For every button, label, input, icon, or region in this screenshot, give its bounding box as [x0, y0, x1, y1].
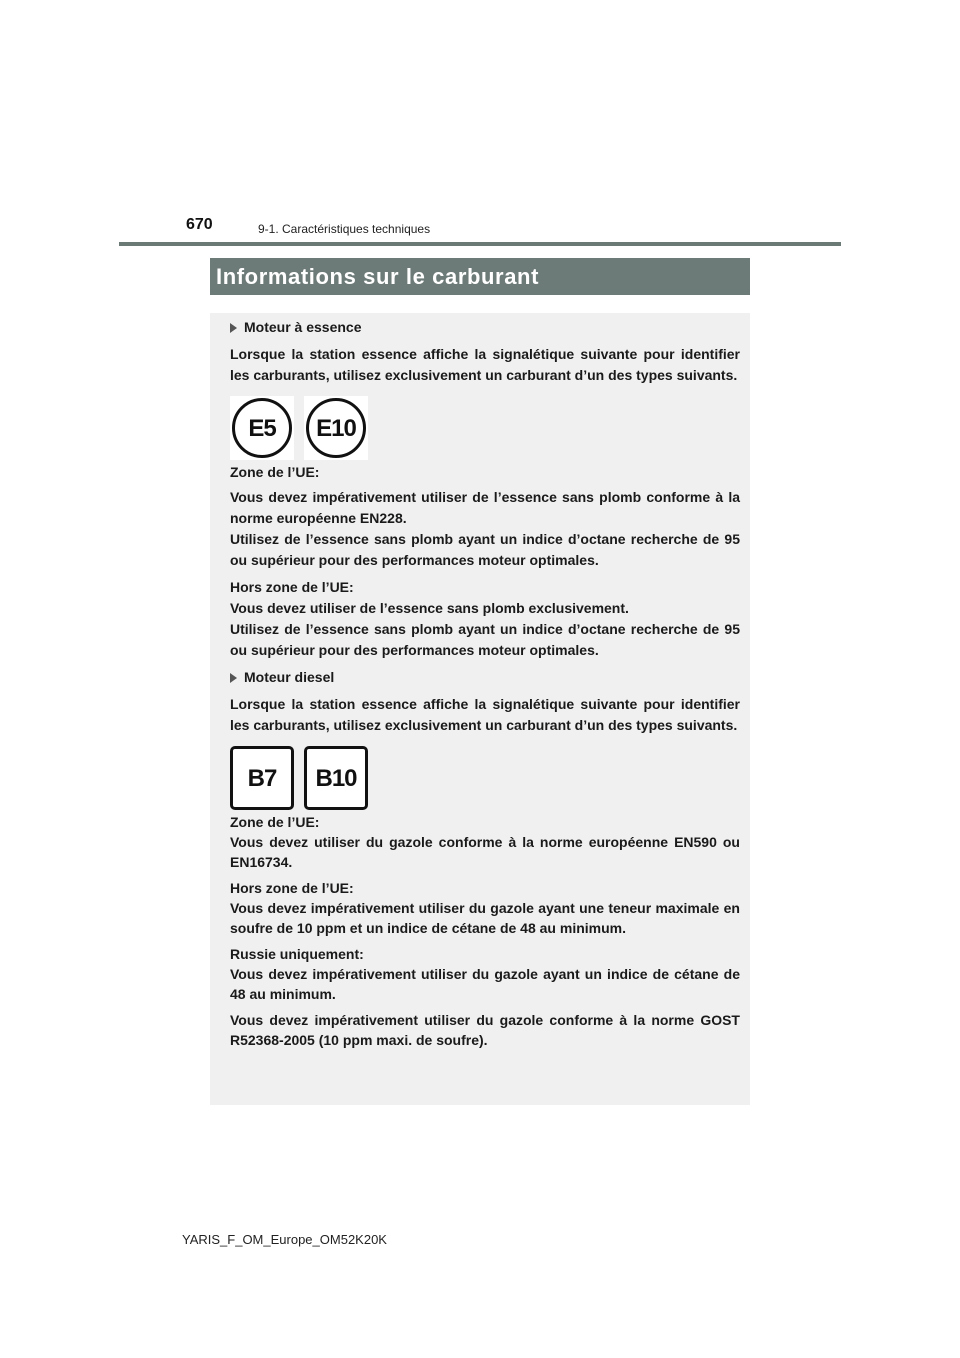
diesel-subhead: [230, 667, 740, 688]
diesel-fuel-labels: [230, 746, 740, 810]
petrol-eu-text-1: Vous devez impérativement utiliser de l’essence sans plomb conforme à la norme européenne EN228.: [230, 489, 740, 526]
chapter-title: 9-1. Caractéristiques techniques: [258, 222, 431, 236]
content-box: [210, 313, 750, 1105]
petrol-eu-heading: Zone de l’UE:: [230, 464, 320, 480]
diesel-intro: Lorsque la station essence affiche la signalétique suivante pour identifier les carburants, utilisez exclusivement un carburant d’un des types suivants.: [230, 696, 740, 733]
header-rule: [119, 242, 841, 246]
petrol-non-eu-text-2: Utilisez de l’essence sans plomb ayant un indice d’octane recherche de 95 ou supérieur pour des performances moteur optimales.: [230, 621, 740, 658]
document-code: YARIS_F_OM_Europe_OM52K20K: [182, 1232, 387, 1247]
diesel-gost-text: Vous devez impérativement utiliser du gazole conforme à la norme GOST R52368-2005 (10 ppm maxi. de soufre).: [230, 1012, 740, 1048]
diesel-non-eu-heading: Hors zone de l’UE:: [230, 880, 354, 896]
petrol-fuel-labels: [230, 396, 740, 460]
fuel-label-b10-icon: B10: [304, 746, 368, 810]
petrol-subhead: [230, 317, 740, 338]
diesel-russia-heading: Russie uniquement:: [230, 946, 364, 962]
triangle-bullet-icon: [230, 323, 237, 333]
petrol-non-eu-text-1: Vous devez utiliser de l’essence sans plomb exclusivement.: [230, 600, 629, 616]
fuel-label-e5-icon: [230, 396, 294, 460]
petrol-eu-text-2: Utilisez de l’essence sans plomb ayant un indice d’octane recherche de 95 ou supérieur pour des performances moteur optimales.: [230, 531, 740, 568]
diesel-non-eu-text: Vous devez impérativement utiliser du gazole ayant une teneur maximale en soufre de 10 ppm et un indice de cétane de 48 au minimum.: [230, 900, 740, 936]
fuel-label-e10-icon: [304, 396, 368, 460]
petrol-intro: Lorsque la station essence affiche la signalétique suivante pour identifier les carburants, utilisez exclusivement un carburant d’un des types suivants.: [230, 346, 740, 383]
page-number: 670: [186, 216, 213, 233]
petrol-subhead-label: Moteur à essence: [244, 319, 362, 335]
diesel-details: [230, 812, 740, 1050]
diesel-eu-heading: Zone de l’UE:: [230, 814, 320, 830]
fuel-label-text: E10: [306, 398, 366, 458]
section-title: Informations sur le carburant: [210, 258, 750, 295]
triangle-bullet-icon: [230, 673, 237, 683]
fuel-label-b7-icon: B7: [230, 746, 294, 810]
petrol-non-eu-heading: Hors zone de l’UE:: [230, 579, 354, 595]
fuel-label-text: E5: [232, 398, 292, 458]
diesel-russia-text: Vous devez impérativement utiliser du gazole ayant un indice de cétane de 48 au minimum.: [230, 966, 740, 1002]
diesel-subhead-label: Moteur diesel: [244, 669, 335, 685]
diesel-eu-text: Vous devez utiliser du gazole conforme à la norme européenne EN590 ou EN16734.: [230, 834, 740, 870]
